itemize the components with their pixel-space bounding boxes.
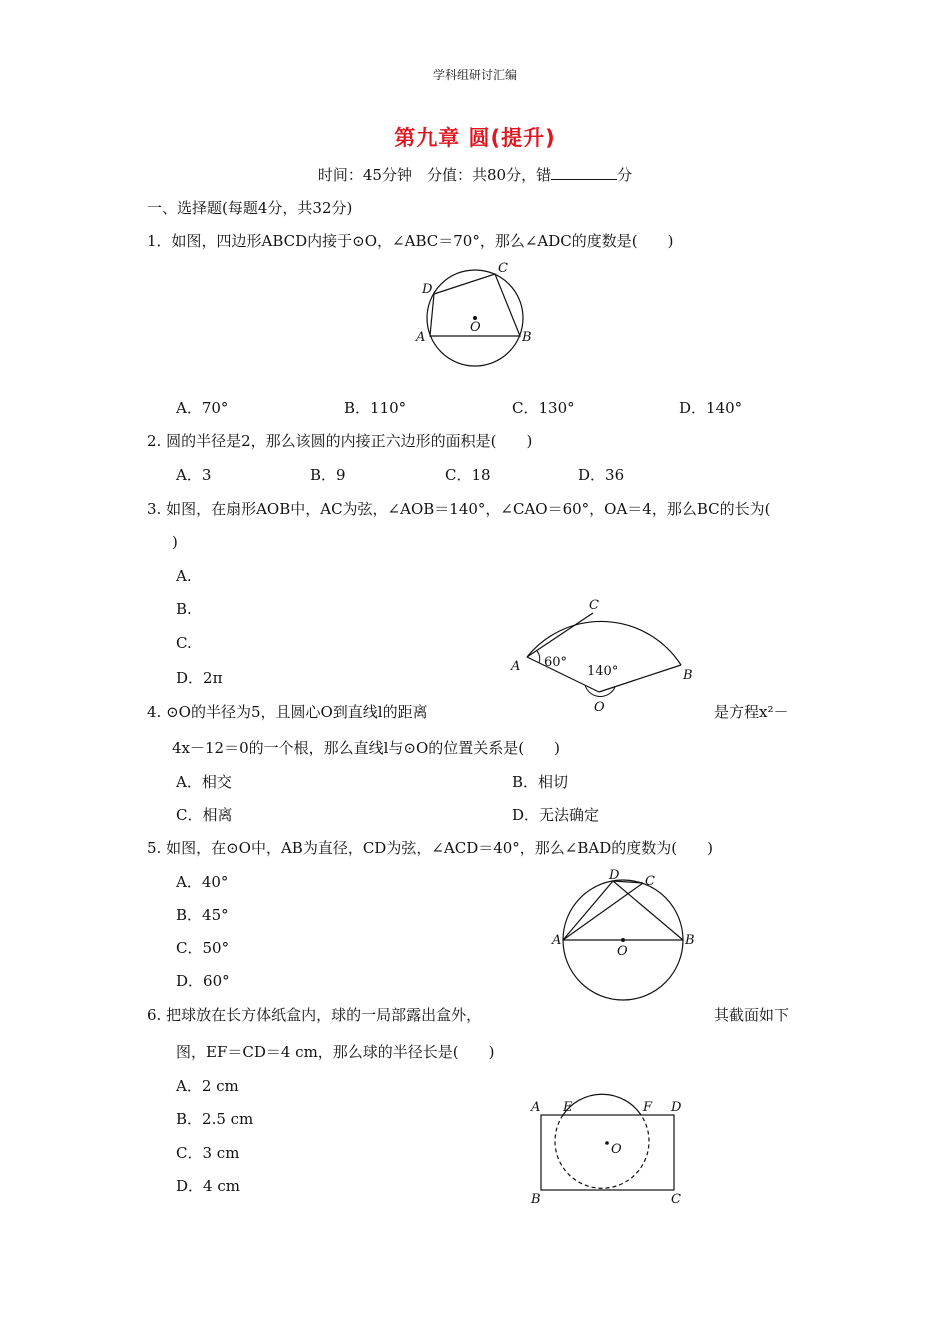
- option-c[interactable]: C．相离: [176, 806, 233, 824]
- exam-info-suffix: 分: [617, 166, 633, 184]
- figure-q1: [410, 258, 550, 378]
- option-c[interactable]: C．130°: [512, 399, 575, 417]
- figure-label: A: [552, 933, 562, 948]
- question-6: [147, 1004, 481, 1025]
- exam-info: [0, 164, 950, 185]
- option-a[interactable]: A.: [176, 567, 192, 585]
- option-a[interactable]: A．相交: [176, 773, 232, 791]
- option-d[interactable]: D．140°: [679, 399, 743, 417]
- option-d[interactable]: D．4 cm: [176, 1177, 240, 1195]
- figure-q3: [505, 595, 705, 720]
- option-a[interactable]: A．70°: [176, 399, 229, 417]
- figure-label: D: [609, 868, 620, 883]
- page-title: 第九章 圆(提升): [394, 126, 556, 150]
- option-c[interactable]: C．18: [445, 466, 491, 484]
- option-b[interactable]: B．110°: [344, 399, 407, 417]
- option-c[interactable]: C.: [176, 634, 192, 652]
- figure-label: A: [531, 1100, 541, 1115]
- question-text-right: 是方程x²－: [714, 703, 789, 721]
- page-header: 学科组研讨汇编: [432, 68, 517, 82]
- option-d[interactable]: D．36: [578, 466, 625, 484]
- figure-label: D: [671, 1100, 682, 1115]
- figure-label: B: [522, 330, 532, 345]
- figure-label: C: [671, 1192, 681, 1207]
- option-a[interactable]: A．40°: [176, 873, 229, 891]
- angle-label: 60°: [544, 655, 568, 670]
- figure-label: O: [611, 1142, 622, 1157]
- figure-label: B: [683, 668, 693, 683]
- option-b[interactable]: B.: [176, 600, 192, 618]
- option-b[interactable]: B．45°: [176, 906, 229, 924]
- option-d[interactable]: D．60°: [176, 972, 230, 990]
- figure-label: O: [617, 944, 628, 959]
- question-2: [147, 430, 532, 451]
- option-a[interactable]: A．2 cm: [176, 1077, 239, 1095]
- option-d[interactable]: D．无法确定: [512, 806, 600, 824]
- option-b[interactable]: B．2.5 cm: [176, 1110, 254, 1128]
- question-1: [147, 230, 673, 251]
- question-number: 2.: [147, 432, 162, 450]
- question-text: 如图，在扇形AOB中，AC为弦，∠AOB＝140°，∠CAO＝60°，OA＝4，那么BC的长为(: [166, 500, 771, 518]
- option-b[interactable]: B．9: [310, 466, 346, 484]
- question-number: 1．: [147, 232, 172, 250]
- exam-info-prefix: 时间：45分钟 分值：共80分，错: [317, 166, 552, 184]
- figure-label: O: [594, 700, 605, 715]
- section-heading: 一、选择题(每题4分，共32分): [147, 199, 353, 217]
- option-d[interactable]: D．2π: [176, 669, 223, 687]
- figure-label: A: [511, 659, 521, 674]
- question-text-cont: ): [172, 533, 178, 551]
- figure-label: B: [685, 933, 695, 948]
- figure-label: E: [563, 1100, 573, 1115]
- figure-label: A: [416, 330, 426, 345]
- question-4: [147, 701, 428, 722]
- option-a[interactable]: A．3: [176, 466, 212, 484]
- figure-label: B: [531, 1192, 541, 1207]
- option-c[interactable]: C．50°: [176, 939, 230, 957]
- option-b[interactable]: B．相切: [512, 773, 569, 791]
- question-text: 如图，四边形ABCD内接于⊙O，∠ABC＝70°，那么∠ADC的度数是( ): [171, 232, 674, 250]
- question-text: ⊙O的半径为5，且圆心O到直线l的距离: [166, 703, 428, 721]
- question-number: 5.: [147, 839, 162, 857]
- option-c[interactable]: C．3 cm: [176, 1144, 240, 1162]
- figure-q6: [525, 1090, 700, 1210]
- question-text: 圆的半径是2，那么该圆的内接正六边形的面积是( ): [166, 432, 533, 450]
- question-number: 6.: [147, 1006, 162, 1024]
- question-text: 如图，在⊙O中，AB为直径，CD为弦，∠ACD＝40°，那么∠BAD的度数为( ): [166, 839, 713, 857]
- question-text-cont: 4x－12＝0的一个根，那么直线l与⊙O的位置关系是( ): [172, 739, 561, 757]
- angle-label: 140°: [587, 664, 619, 679]
- figure-q5: [545, 865, 715, 1010]
- figure-label: C: [498, 261, 508, 276]
- question-5: [147, 837, 713, 858]
- question-3: [147, 498, 770, 519]
- question-text: 把球放在长方体纸盒内，球的一局部露出盒外，: [166, 1006, 482, 1024]
- figure-label: C: [589, 598, 599, 613]
- figure-label: O: [470, 320, 481, 335]
- error-blank[interactable]: [551, 165, 617, 180]
- question-text-right: 其截面如下: [714, 1006, 790, 1024]
- figure-label: D: [422, 282, 433, 297]
- figure-label: F: [643, 1100, 653, 1115]
- question-number: 3.: [147, 500, 162, 518]
- question-number: 4.: [147, 703, 162, 721]
- question-text-cont: 图，EF＝CD＝4 cm，那么球的半径长是( ): [176, 1043, 495, 1061]
- figure-label: C: [645, 874, 655, 889]
